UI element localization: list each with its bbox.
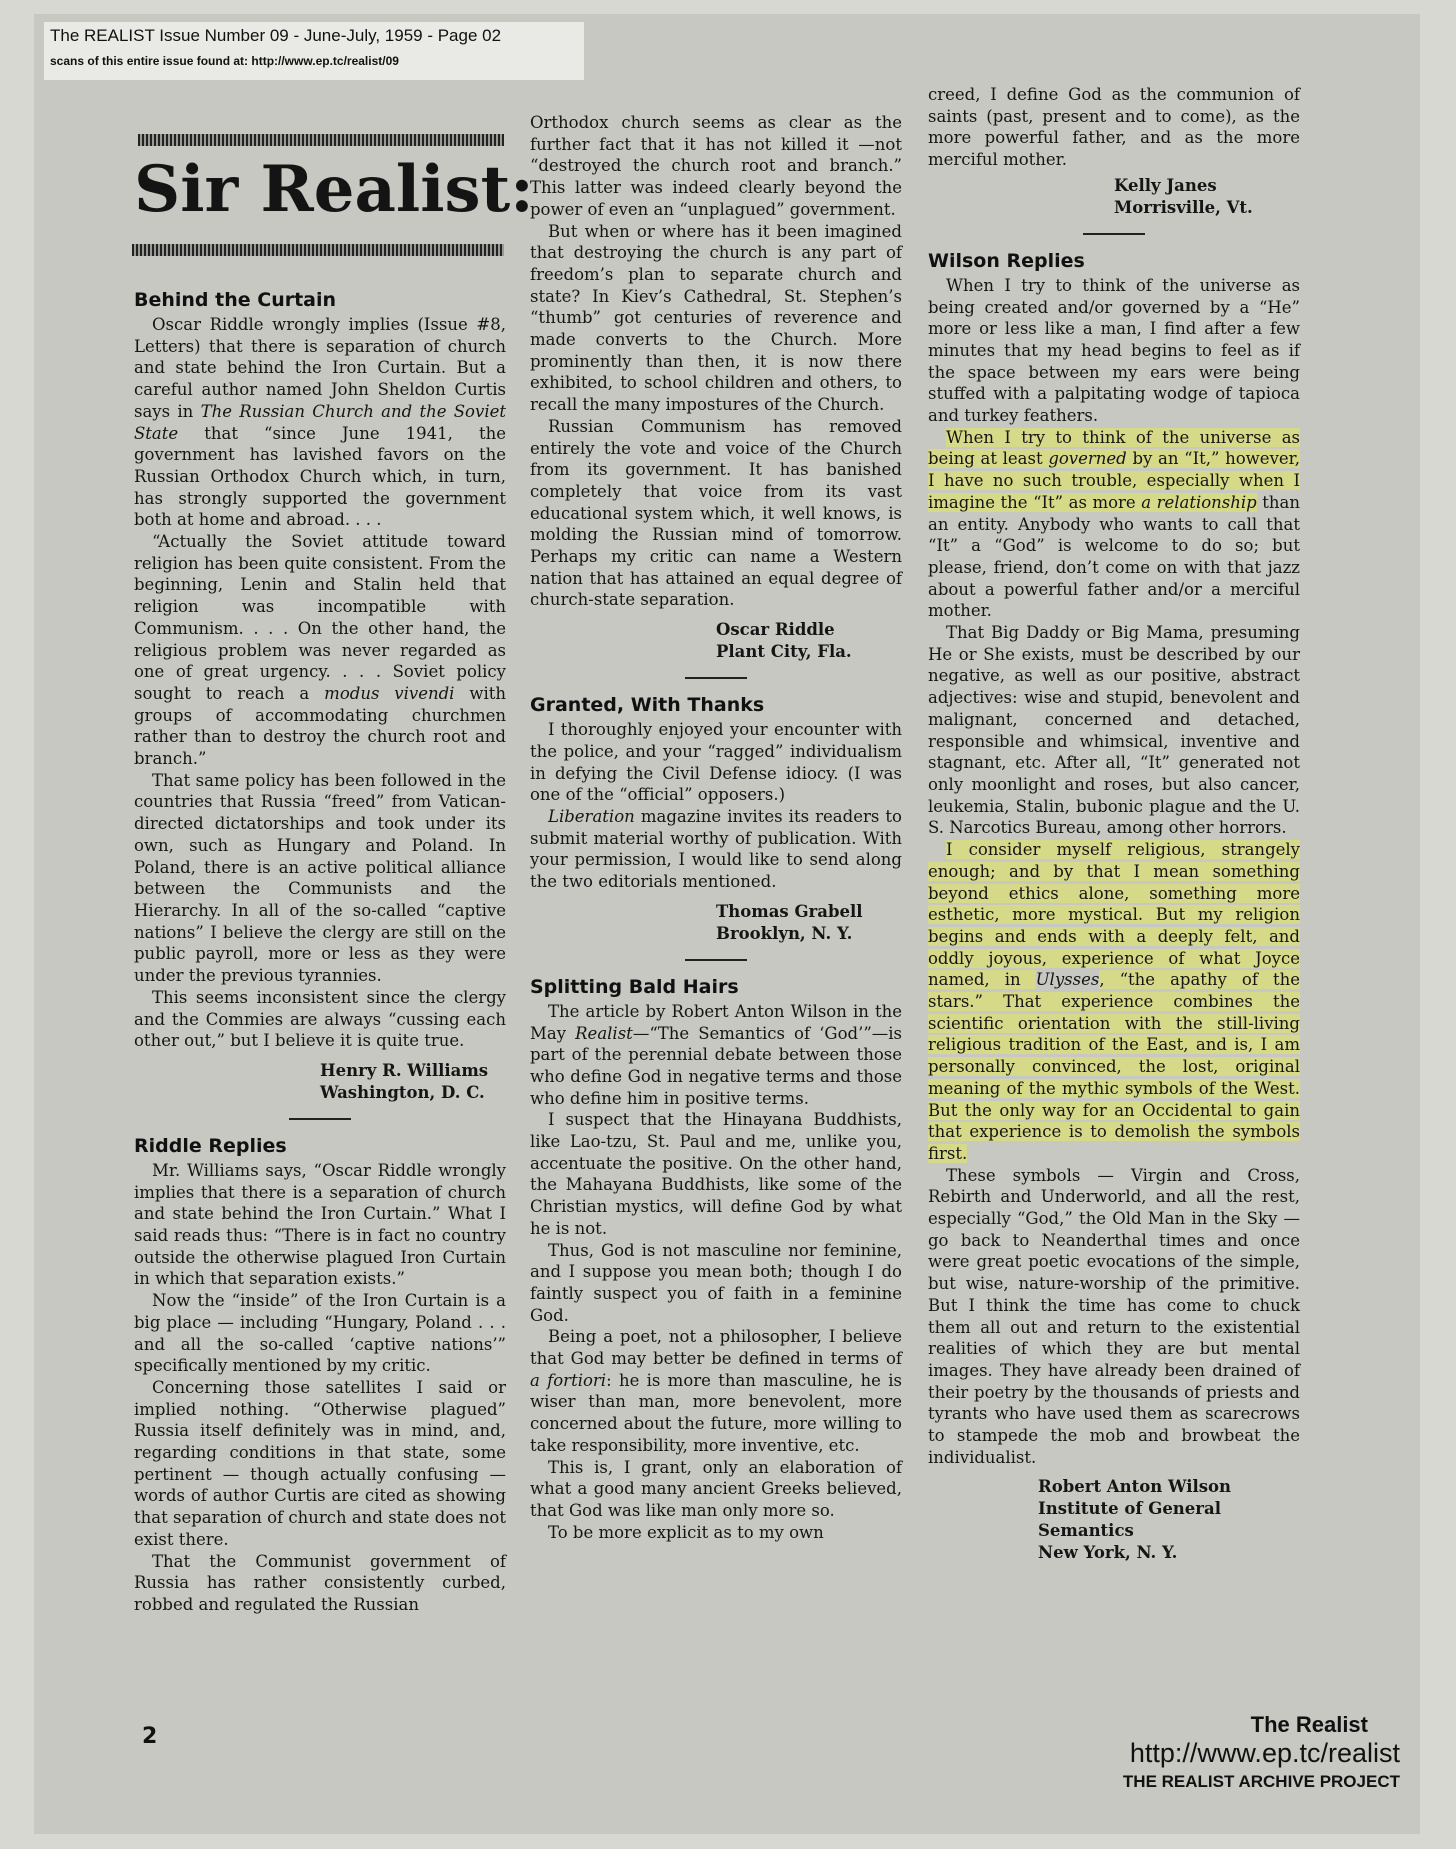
letter-riddle-p3: Concerning those satellites I said or implied nothing. “Otherwise plagued” Russia itself definitely was in mind, and, regarding conditions in that state, some pertinent — though actually confusing — words of author Curtis are cited as showing that separation of church and state does not exist there.	[134, 1377, 506, 1549]
stamp-issue-line: The REALIST Issue Number 09 - June-July, 1959 - Page 02	[50, 26, 502, 45]
letter-wilson-p5: These symbols — Virgin and Cross, Rebirth and Underworld, and all the rest, especially “God,” the Old Man in the Sky — go back to Neanderthal times and once were great poetic evocations of the simple, but wise, nature-worship of the primitive. But I think the time has come to chuck them all out and return to the existential realities of which they are but mental images. They have already been drained of their poetry by the thousands of priests and tyrants who have used them as scarecrows to stampede the mob and browbeat the individualist.	[928, 1165, 1300, 1467]
letter-riddle-cont-p3: Russian Communism has removed entirely the vote and voice of the Church from its government. It has banished completely that voice from its vast educational system which, it well knows, is molding the Russian mind of tomorrow. Perhaps my critic can name a Western nation that has attained an equal degree of church-state separation.	[530, 416, 902, 610]
footer-brand: The Realist	[1250, 1712, 1368, 1737]
masthead-bottom-bar	[132, 244, 504, 256]
letter-grabell-p1: I thoroughly enjoyed your encounter with the police, and your “ragged” individualism in defying the Civil Defense idiocy. (I was one of the “official” opposers.)	[530, 720, 902, 805]
letter-riddle-p2: Now the “inside” of the Iron Curtain is a big place — including “Hungary, Poland . . . and all the so-called ‘captive nations’” specifically mentioned by my critic.	[134, 1291, 506, 1376]
letter-williams-p4: This seems inconsistent since the clergy and the Commies are always “cussing each other out,” but I believe it is quite true.	[134, 987, 506, 1051]
letter-wilson-p3: That Big Daddy or Big Mama, presuming He or She exists, must be described by our negative, as well as our positive, abstract adjectives: wise and stupid, benevolent and malignant, concerned and detached, responsible and whimsical, inventive and stagnant, etc. After all, “It” generated not only moonlight and roses, but also cancer, leukemia, Stalin, bubonic plague and the U. S. Narcotics Bureau, among other horrors.	[928, 623, 1300, 838]
footer-url-link[interactable]: http://www.ep.tc/realist	[1129, 1738, 1400, 1768]
letter-janes-p1: The article by Robert Anton Wilson in the May Realist—“The Semantics of ‘God’”—is part of the perennial debate between those who define God in negative terms and those who define him in positive terms.	[530, 1001, 902, 1108]
letter-grabell-p2: Liberation magazine invites its readers to submit material worthy of publication. With your permission, I would like to send along the two editorials mentioned.	[530, 806, 902, 892]
letter-janes-cont: creed, I define God as the communion of saints (past, present and to come), as the more powerful father, and as the more merciful mother.	[928, 85, 1300, 170]
column-1	[134, 282, 506, 1616]
masthead-title: Sir Realist:	[134, 152, 534, 227]
divider-rule	[1083, 233, 1145, 235]
letter-janes-p3: Thus, God is not masculine nor feminine, and I suppose you mean both; though I do faintly suspect you of faith in a feminine God.	[530, 1240, 902, 1325]
heading-riddle-replies: Riddle Replies	[134, 1134, 287, 1157]
letter-riddle-p4: That the Communist government of Russia has rather consistently curbed, robbed and regulated the Russian	[134, 1551, 506, 1614]
column-2	[530, 112, 902, 1543]
letter-riddle-cont-p2: But when or where has it been imagined that destroying the church is any part of freedom’s plan to separate church and state? In Kiev’s Cathedral, St. Stephen’s “thumb” got centuries of reverence and made converts to the Church. More prominently than then, it is now there exhibited, to school children and others, to recall the many impostures of the Church.	[530, 221, 902, 415]
stamp-url-line: scans of this entire issue found at: http://www.ep.tc/realist/09	[50, 54, 399, 68]
archive-stamp	[44, 22, 584, 80]
page-number: 2	[142, 1724, 158, 1749]
signature-grabell: Thomas Grabell Brooklyn, N. Y.	[716, 901, 863, 943]
letter-wilson-p4: I consider myself religious, strangely enough; and by that I mean something beyond ethics alone, something more esthetic, more mystical. But my religion begins and ends with a deeply felt, and oddly joyous, experience of what Joyce named, in Ulysses, “the apathy of the stars.” That experience combines the scientific orientation with the still-living religious tradition of the East, and is, I am personally convinced, the lost, original meaning of the mythic symbols of the West. But the only way for an Occidental to gain that experience is to demolish the symbols first.	[928, 840, 1300, 1163]
letter-janes-p5: This is, I grant, only an elaboration of what a good many ancient Greeks believed, that God was like man only more so.	[530, 1457, 902, 1520]
heading-splitting-bald-hairs: Splitting Bald Hairs	[530, 975, 739, 998]
column-3	[928, 84, 1300, 1564]
letter-janes-p2: I suspect that the Hinayana Buddhists, like Lao-tzu, St. Paul and me, unlike you, accentuate the positive. On the other hand, the Mahayana Buddhists, like some of the Christian mystics, will define God by what he is not.	[530, 1110, 902, 1238]
letter-williams-p2: “Actually the Soviet attitude toward religion has been quite consistent. From the beginning, Lenin and Stalin held that religion was incompatible with Communism. . . . On the other hand, the religious problem was never regarded as one of great urgency. . . . Soviet policy sought to reach a modus vivendi with groups of accommodating churchmen rather than to destroy the church root and branch.”	[134, 532, 506, 769]
letter-riddle-p1: Mr. Williams says, “Oscar Riddle wrongly implies that there is a separation of church and state behind the Iron Curtain.” What I said reads thus: “There is in fact no country outside the otherwise plagued Iron Curtain in which that separation exists.”	[134, 1160, 506, 1289]
letter-wilson-p1: When I try to think of the universe as being created and/or governed by a “He” more or less like a man, I find after a few minutes that my head begins to feel as if the space between my ears were being stuffed with a palpitating wodge of tapioca and turkey feathers.	[928, 275, 1300, 426]
heading-wilson-replies: Wilson Replies	[928, 249, 1085, 272]
signature-janes: Kelly Janes Morrisville, Vt.	[1114, 175, 1253, 217]
divider-rule	[685, 959, 747, 961]
divider-rule	[289, 1118, 351, 1120]
letter-riddle-cont-p1: Orthodox church seems as clear as the further fact that it has not killed it —not “destroyed the church root and branch.” This latter was indeed clearly beyond the power of even an “unplagued” government.	[530, 113, 902, 219]
heading-behind-the-curtain: Behind the Curtain	[134, 289, 337, 311]
letter-williams-p1: Oscar Riddle wrongly implies (Issue #8, Letters) that there is separation of church and state behind the Iron Curtain. But a careful author named John Sheldon Curtis says in The Russian Church and the Soviet State that “since June 1941, the government has lavished favors on the Russian Orthodox Church which, in turn, has strongly supported the government both at home and abroad. . . .	[134, 315, 506, 530]
signature-wilson: Robert Anton Wilson Institute of General Semantics New York, N. Y.	[1038, 1477, 1232, 1563]
heading-granted-with-thanks: Granted, With Thanks	[530, 694, 765, 717]
footer-project: THE REALIST ARCHIVE PROJECT	[1122, 1772, 1400, 1791]
letter-janes-p4: Being a poet, not a philosopher, I believe that God may better be defined in terms of a fortiori: he is more than masculine, he is wiser than man, more benevolent, more concerned about the future, more willing to take responsibility, more inventive, etc.	[530, 1327, 902, 1455]
signature-riddle: Oscar Riddle Plant City, Fla.	[716, 620, 852, 662]
letter-janes-p6: To be more explicit as to my own	[548, 1522, 824, 1542]
signature-williams: Henry R. Williams Washington, D. C.	[320, 1060, 489, 1102]
letter-wilson-p2: When I try to think of the universe as being at least governed by an “It,” however, I have no such trouble, especially when I imagine the “It” as more a relationship than an entity. Anybody who wants to call that “It” a “God” is welcome to do so; but please, friend, don’t come on with that jazz about a powerful father and/or a merciful mother.	[928, 427, 1300, 621]
masthead-top-bar	[138, 134, 504, 146]
divider-rule	[685, 677, 747, 679]
letter-williams-p3: That same policy has been followed in the countries that Russia “freed” from Vatican-directed dictatorships and took under its own, such as Hungary and Poland. In Poland, there is an active political alliance between the Communists and the Hierarchy. In all of the so-called “captive nations” I believe the clergy are still on the public payroll, more or less as they were under the previous tyrannies.	[134, 770, 506, 986]
